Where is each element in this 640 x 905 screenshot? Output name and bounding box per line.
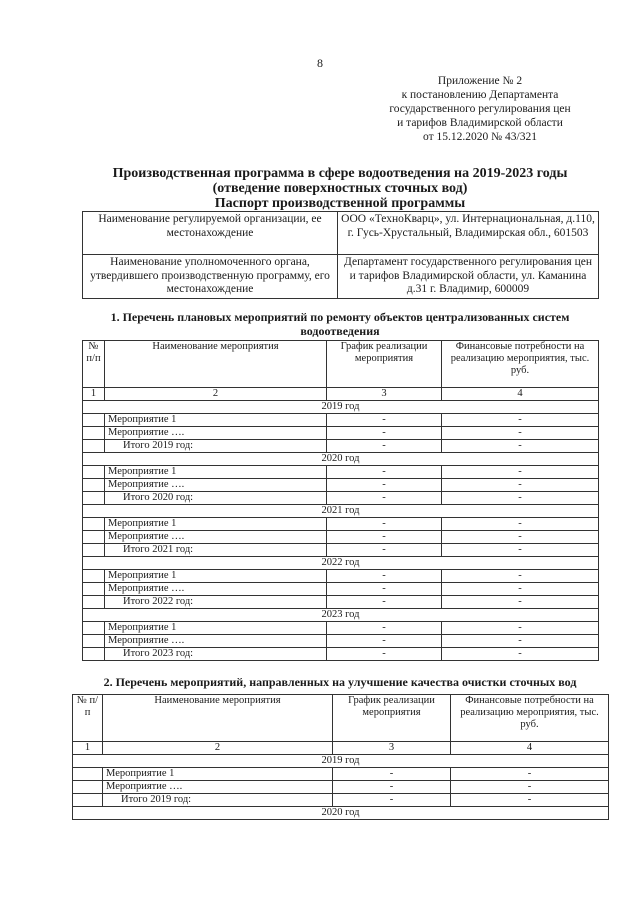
section2-table [72, 694, 609, 820]
finance-value: - [442, 596, 599, 609]
schedule-value: - [327, 427, 442, 440]
col-index: 4 [442, 388, 599, 401]
finance-value: - [442, 414, 599, 427]
passport-label: Наименование регулируемой организации, ее местонахождение [83, 212, 338, 255]
schedule-value: - [327, 466, 442, 479]
title-line: Производственная программа в сфере водоотведения на 2019-2023 годы [112, 166, 568, 181]
finance-value: - [442, 518, 599, 531]
item-name: Мероприятие 1 [105, 570, 327, 583]
passport-row [83, 212, 599, 255]
passport-table [82, 211, 599, 299]
finance-value: - [442, 570, 599, 583]
table-row [83, 479, 599, 492]
schedule-value: - [327, 596, 442, 609]
year-label: 2020 год [83, 453, 599, 466]
appendix-line: Приложение № 2 [437, 75, 523, 87]
item-name: Мероприятие …. [105, 531, 327, 544]
col-name-header: Наименование мероприятия [105, 341, 327, 388]
appendix-line: государственного регулирования цен [389, 103, 571, 115]
table-header-row [73, 695, 609, 742]
schedule-value: - [327, 518, 442, 531]
finance-value: - [442, 635, 599, 648]
column-index-row [73, 742, 609, 755]
table-row [83, 622, 599, 635]
finance-value: - [442, 622, 599, 635]
col-schedule-header: График реализации мероприятия [333, 695, 451, 742]
table-row [83, 635, 599, 648]
schedule-value: - [327, 648, 442, 661]
finance-value: - [442, 544, 599, 557]
document-title [60, 166, 620, 211]
year-label: 2020 год [73, 807, 609, 820]
finance-value: - [442, 648, 599, 661]
total-label: Итого 2023 год: [105, 648, 327, 661]
total-row [83, 544, 599, 557]
year-label: 2022 год [83, 557, 599, 570]
total-label: Итого 2019 год: [105, 440, 327, 453]
appendix-block [370, 74, 590, 144]
table-header-row [83, 341, 599, 388]
col-index: 4 [451, 742, 609, 755]
col-index: 1 [73, 742, 103, 755]
table-row [73, 768, 609, 781]
item-name: Мероприятие …. [105, 583, 327, 596]
finance-value: - [442, 583, 599, 596]
schedule-value: - [327, 531, 442, 544]
passport-value: ООО «ТехноКварц», ул. Интернациональная, д.110, г. Гусь-Хрустальный, Владимирская обл., 601503 [338, 212, 599, 255]
year-row [83, 505, 599, 518]
total-label: Итого 2019 год: [103, 794, 333, 807]
item-name: Мероприятие 1 [103, 768, 333, 781]
total-row [83, 596, 599, 609]
item-name: Мероприятие 1 [105, 466, 327, 479]
col-num-header: № п/п [73, 695, 103, 742]
year-row [73, 807, 609, 820]
year-row [83, 557, 599, 570]
year-row [83, 401, 599, 414]
finance-value: - [442, 427, 599, 440]
item-name: Мероприятие …. [105, 479, 327, 492]
finance-value: - [442, 531, 599, 544]
year-row [83, 453, 599, 466]
table-row [83, 570, 599, 583]
year-label: 2023 год [83, 609, 599, 622]
passport-row [83, 255, 599, 299]
item-name: Мероприятие …. [105, 635, 327, 648]
section1-title: 1. Перечень плановых мероприятий по ремонту объектов централизованных систем водоотведения [110, 310, 570, 338]
total-row [83, 440, 599, 453]
col-num-header: № п/п [83, 341, 105, 388]
appendix-line: от 15.12.2020 № 43/321 [423, 131, 537, 143]
schedule-value: - [327, 544, 442, 557]
appendix-line: к постановлению Департамента [401, 89, 559, 101]
table-row [83, 518, 599, 531]
table-row [83, 427, 599, 440]
year-row [83, 609, 599, 622]
item-name: Мероприятие 1 [105, 414, 327, 427]
passport-heading: Паспорт производственной программы [214, 196, 466, 211]
schedule-value: - [327, 492, 442, 505]
year-label: 2019 год [83, 401, 599, 414]
col-finance-header: Финансовые потребности на реализацию мероприятия, тыс. руб. [451, 695, 609, 742]
col-schedule-header: График реализации мероприятия [327, 341, 442, 388]
schedule-value: - [327, 479, 442, 492]
item-name: Мероприятие 1 [105, 622, 327, 635]
table-row [83, 531, 599, 544]
item-name: Мероприятие 1 [105, 518, 327, 531]
total-row [83, 492, 599, 505]
col-index: 2 [103, 742, 333, 755]
finance-value: - [451, 768, 609, 781]
finance-value: - [451, 781, 609, 794]
table-row [73, 781, 609, 794]
page-number: 8 [317, 56, 323, 70]
total-label: Итого 2022 год: [105, 596, 327, 609]
col-index: 2 [105, 388, 327, 401]
schedule-value: - [327, 583, 442, 596]
total-label: Итого 2020 год: [105, 492, 327, 505]
col-name-header: Наименование мероприятия [103, 695, 333, 742]
year-label: 2021 год [83, 505, 599, 518]
schedule-value: - [327, 635, 442, 648]
schedule-value: - [327, 414, 442, 427]
year-label: 2019 год [73, 755, 609, 768]
item-name: Мероприятие …. [105, 427, 327, 440]
col-index: 3 [333, 742, 451, 755]
total-label: Итого 2021 год: [105, 544, 327, 557]
col-index: 3 [327, 388, 442, 401]
section2-title: 2. Перечень мероприятий, направленных на улучшение качества очистки сточных вод [103, 675, 577, 689]
finance-value: - [451, 794, 609, 807]
section1-table [82, 340, 599, 661]
table-row [83, 583, 599, 596]
appendix-line: и тарифов Владимирской области [397, 117, 563, 129]
item-name: Мероприятие …. [103, 781, 333, 794]
table-row [83, 466, 599, 479]
table-row [83, 414, 599, 427]
finance-value: - [442, 479, 599, 492]
schedule-value: - [327, 440, 442, 453]
year-row [73, 755, 609, 768]
passport-value: Департамент государственного регулирования цен и тарифов Владимирской области, ул. Каманина д.31 г. Владимир, 600009 [338, 255, 599, 299]
column-index-row [83, 388, 599, 401]
col-index: 1 [83, 388, 105, 401]
schedule-value: - [333, 781, 451, 794]
total-row [73, 794, 609, 807]
finance-value: - [442, 492, 599, 505]
finance-value: - [442, 440, 599, 453]
schedule-value: - [333, 794, 451, 807]
schedule-value: - [333, 768, 451, 781]
subtitle-line: (отведение поверхностных сточных вод) [212, 181, 468, 196]
col-finance-header: Финансовые потребности на реализацию мероприятия, тыс. руб. [442, 341, 599, 388]
passport-label: Наименование уполномоченного органа, утвердившего производственную программу, его местонахождение [83, 255, 338, 299]
schedule-value: - [327, 622, 442, 635]
finance-value: - [442, 466, 599, 479]
schedule-value: - [327, 570, 442, 583]
total-row [83, 648, 599, 661]
